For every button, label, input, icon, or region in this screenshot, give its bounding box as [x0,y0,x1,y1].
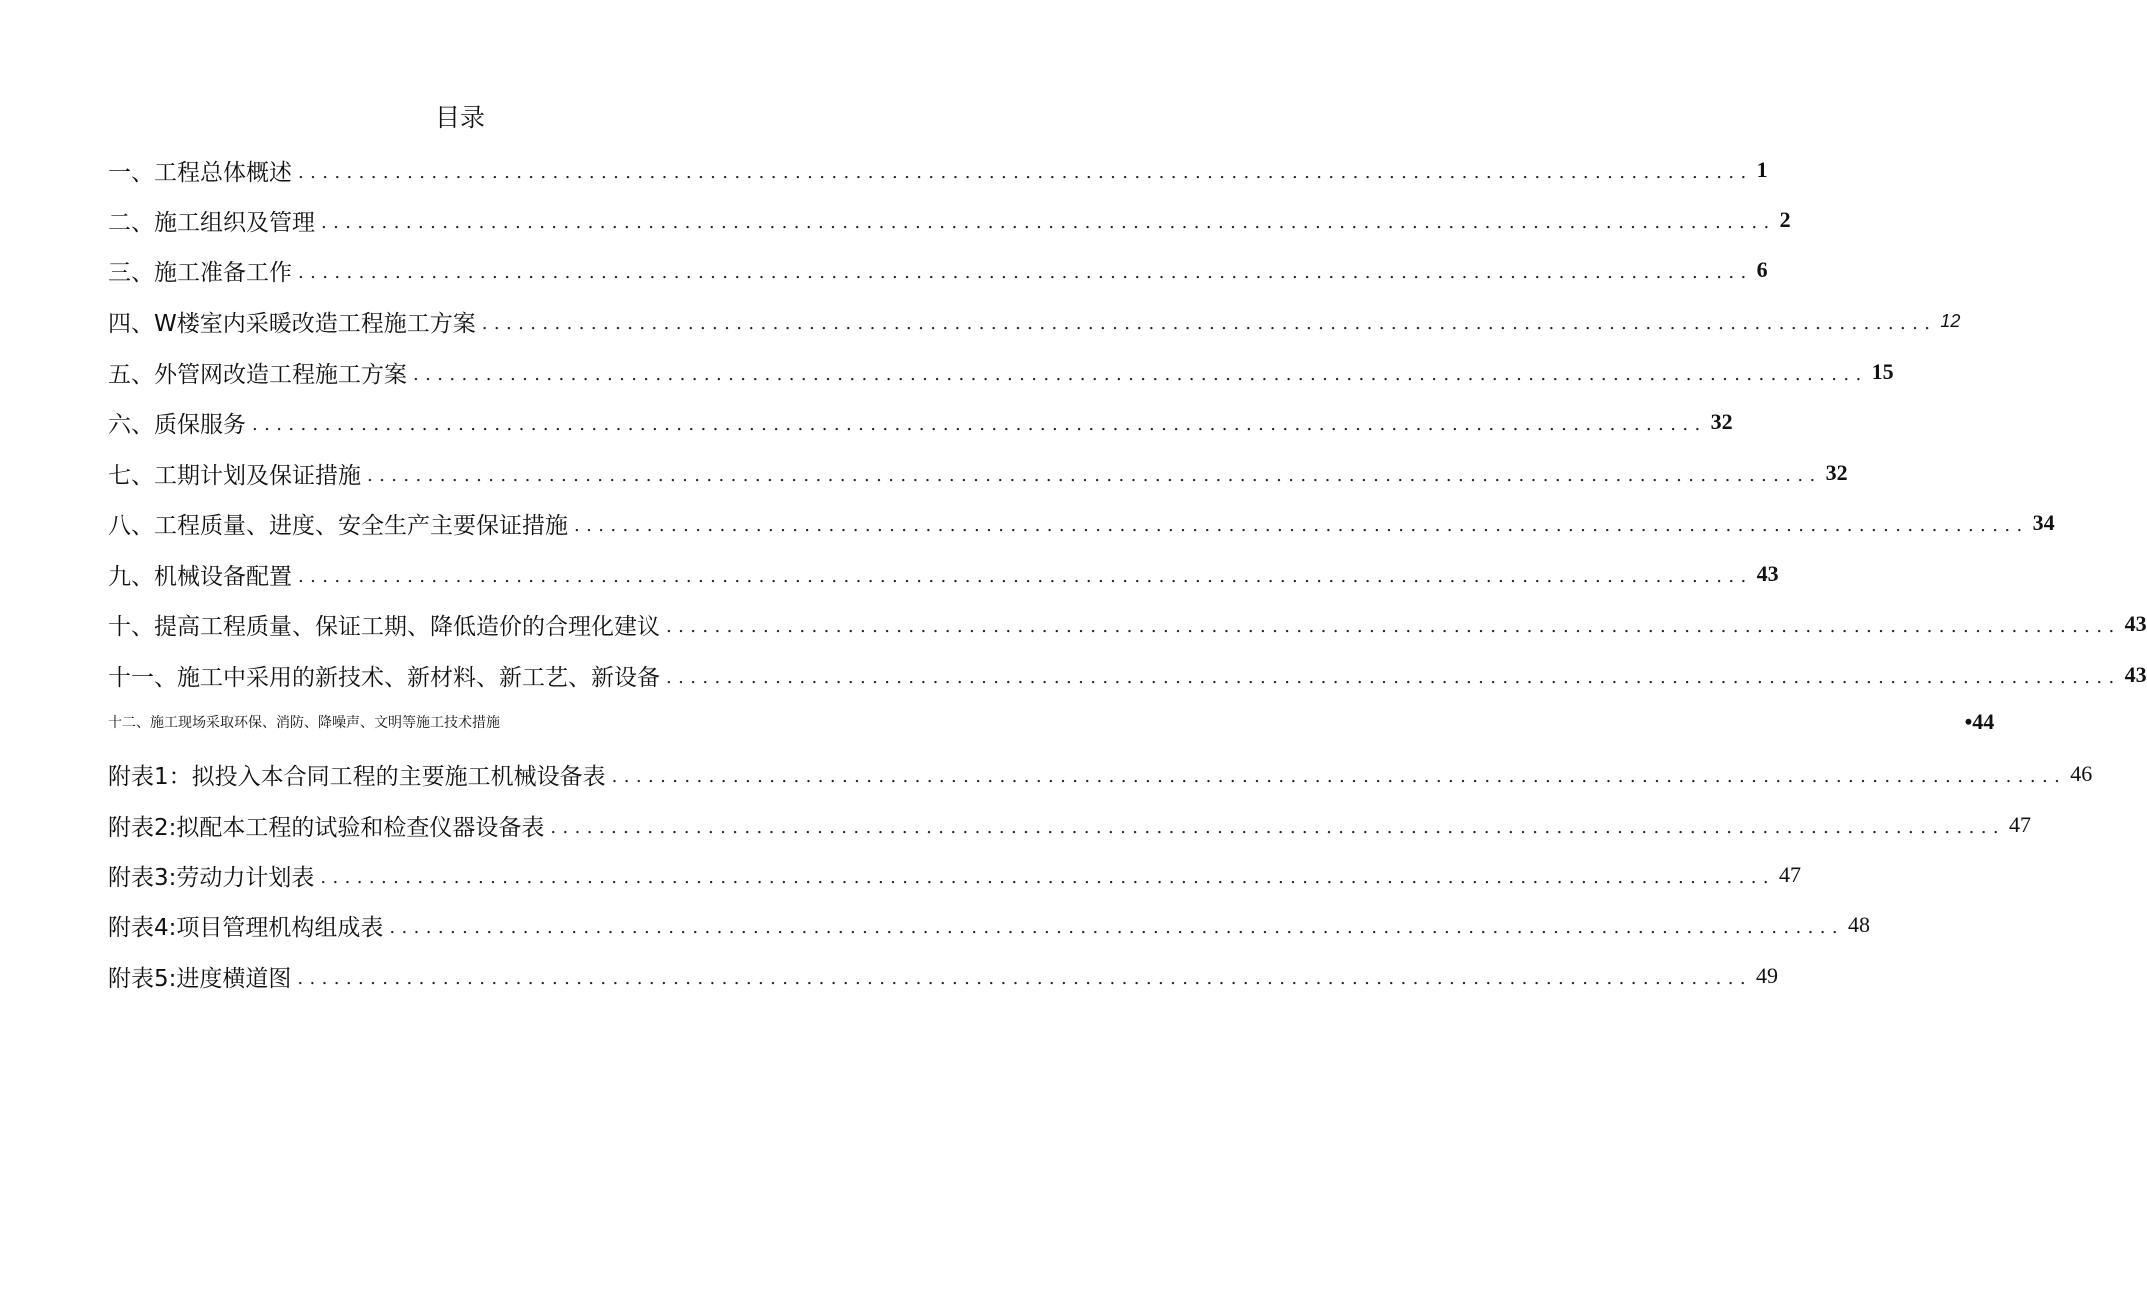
toc-entry-label: 八、工程质量、进度、安全生产主要保证措施 [108,512,568,539]
toc-entry[interactable] [108,805,2031,845]
dot-leader: ........................................................................................................................ [611,766,2067,787]
toc-entry-page: 6 [1756,257,1768,282]
toc-entry[interactable] [108,150,1768,190]
toc-entry-page: 2 [1779,207,1791,232]
toc-entry[interactable] [108,655,2147,695]
dot-leader: ........................................................................................................................ [550,817,2005,838]
dot-leader: ........................................................................................................................ [298,566,1753,587]
toc-entry-page: 43 [2124,611,2147,636]
dot-leader: ........................................................................................................................ [481,313,1937,334]
toc-entry[interactable] [108,200,1791,240]
toc-entry-page: 43 [2124,662,2147,687]
toc-entry-label: 七、工期计划及保证措施 [108,462,361,489]
toc-entry[interactable] [108,301,1961,341]
toc-entry[interactable] [108,554,1779,594]
toc-entry-label: 十二、施工现场采取环保、消防、降噪声、文明等施工技术措施 [108,715,500,731]
toc-entry[interactable] [108,855,1801,895]
dot-leader: ........................................................................................................................ [252,414,1707,435]
dot-leader: ........................................................................................................................ [320,867,1775,888]
dot-leader: ........................................................................................................................ [389,917,1844,938]
toc-entry-page: 47 [1779,862,1801,887]
toc-entry-label: 六、质保服务 [108,411,246,438]
toc-entry[interactable] [108,453,1848,493]
toc-entry-label: 附表2:拟配本工程的试验和检查仪器设备表 [108,814,545,841]
dot-leader: ........................................................................................................................ [666,616,2121,637]
toc-entry-page: 47 [2009,812,2031,837]
toc-entry[interactable] [108,503,2055,543]
toc-entry-page: •44 [1964,709,1995,734]
toc-entry-page: 1 [1756,157,1768,182]
toc-entry-label: 四、W楼室内采暖改造工程施工方案 [108,310,476,337]
toc-entry-page: 32 [1825,460,1848,485]
toc-entry[interactable] [108,402,1733,442]
dot-leader: ........................................................................................................................ [574,515,2029,536]
toc-entry-label: 附表1：拟投入本合同工程的主要施工机械设备表 [108,763,606,790]
toc-entry[interactable] [108,352,1894,392]
toc-entry-label: 三、施工准备工作 [108,259,292,286]
toc-entry-label: 五、外管网改造工程施工方案 [108,361,407,388]
toc-entry-page: 12 [1940,310,1961,331]
toc-entry-page: 49 [1756,963,1778,988]
dot-leader: ........................................................................................................................ [367,465,1822,486]
toc-entry[interactable] [108,754,2093,794]
toc-entry-label: 一、工程总体概述 [108,159,292,186]
toc-entry-label: 九、机械设备配置 [108,563,292,590]
dot-leader: ........................................................................................................................ [413,364,1868,385]
toc-entry-label: 十一、施工中采用的新技术、新材料、新工艺、新设备 [108,664,660,691]
toc-entry-label: 附表5:进度横道图 [108,965,292,992]
toc-entry-page: 48 [1848,912,1870,937]
dot-leader: ........................................................................................................................ [321,212,1776,233]
toc-entry-label: 附表4:项目管理机构组成表 [108,914,384,941]
dot-leader: ........................................................................................................................ [666,667,2121,688]
toc-title: 目录 [434,103,485,132]
toc-entry[interactable] [108,956,1778,996]
toc-entry-label: 十、提高工程质量、保证工期、降低造价的合理化建议 [108,613,660,640]
toc-entry-page: 34 [2032,510,2055,535]
dot-leader: ........................................................................................................................ [298,162,1753,183]
toc-entry-page: 15 [1871,359,1894,384]
toc-entry-page: 32 [1710,409,1733,434]
toc-entry[interactable] [108,250,1768,290]
toc-entry-page: 43 [1756,561,1779,586]
toc-entry-page: 46 [2070,761,2093,786]
toc-entry[interactable] [108,905,1870,945]
dot-leader: ........................................................................................................................ [297,968,1752,989]
dot-leader: ........................................................................................................................ [298,262,1753,283]
toc-entry[interactable] [108,702,1995,742]
toc-entry[interactable] [108,604,2147,644]
toc-entry-label: 附表3:劳动力计划表 [108,864,315,891]
toc-entry-label: 二、施工组织及管理 [108,209,315,236]
